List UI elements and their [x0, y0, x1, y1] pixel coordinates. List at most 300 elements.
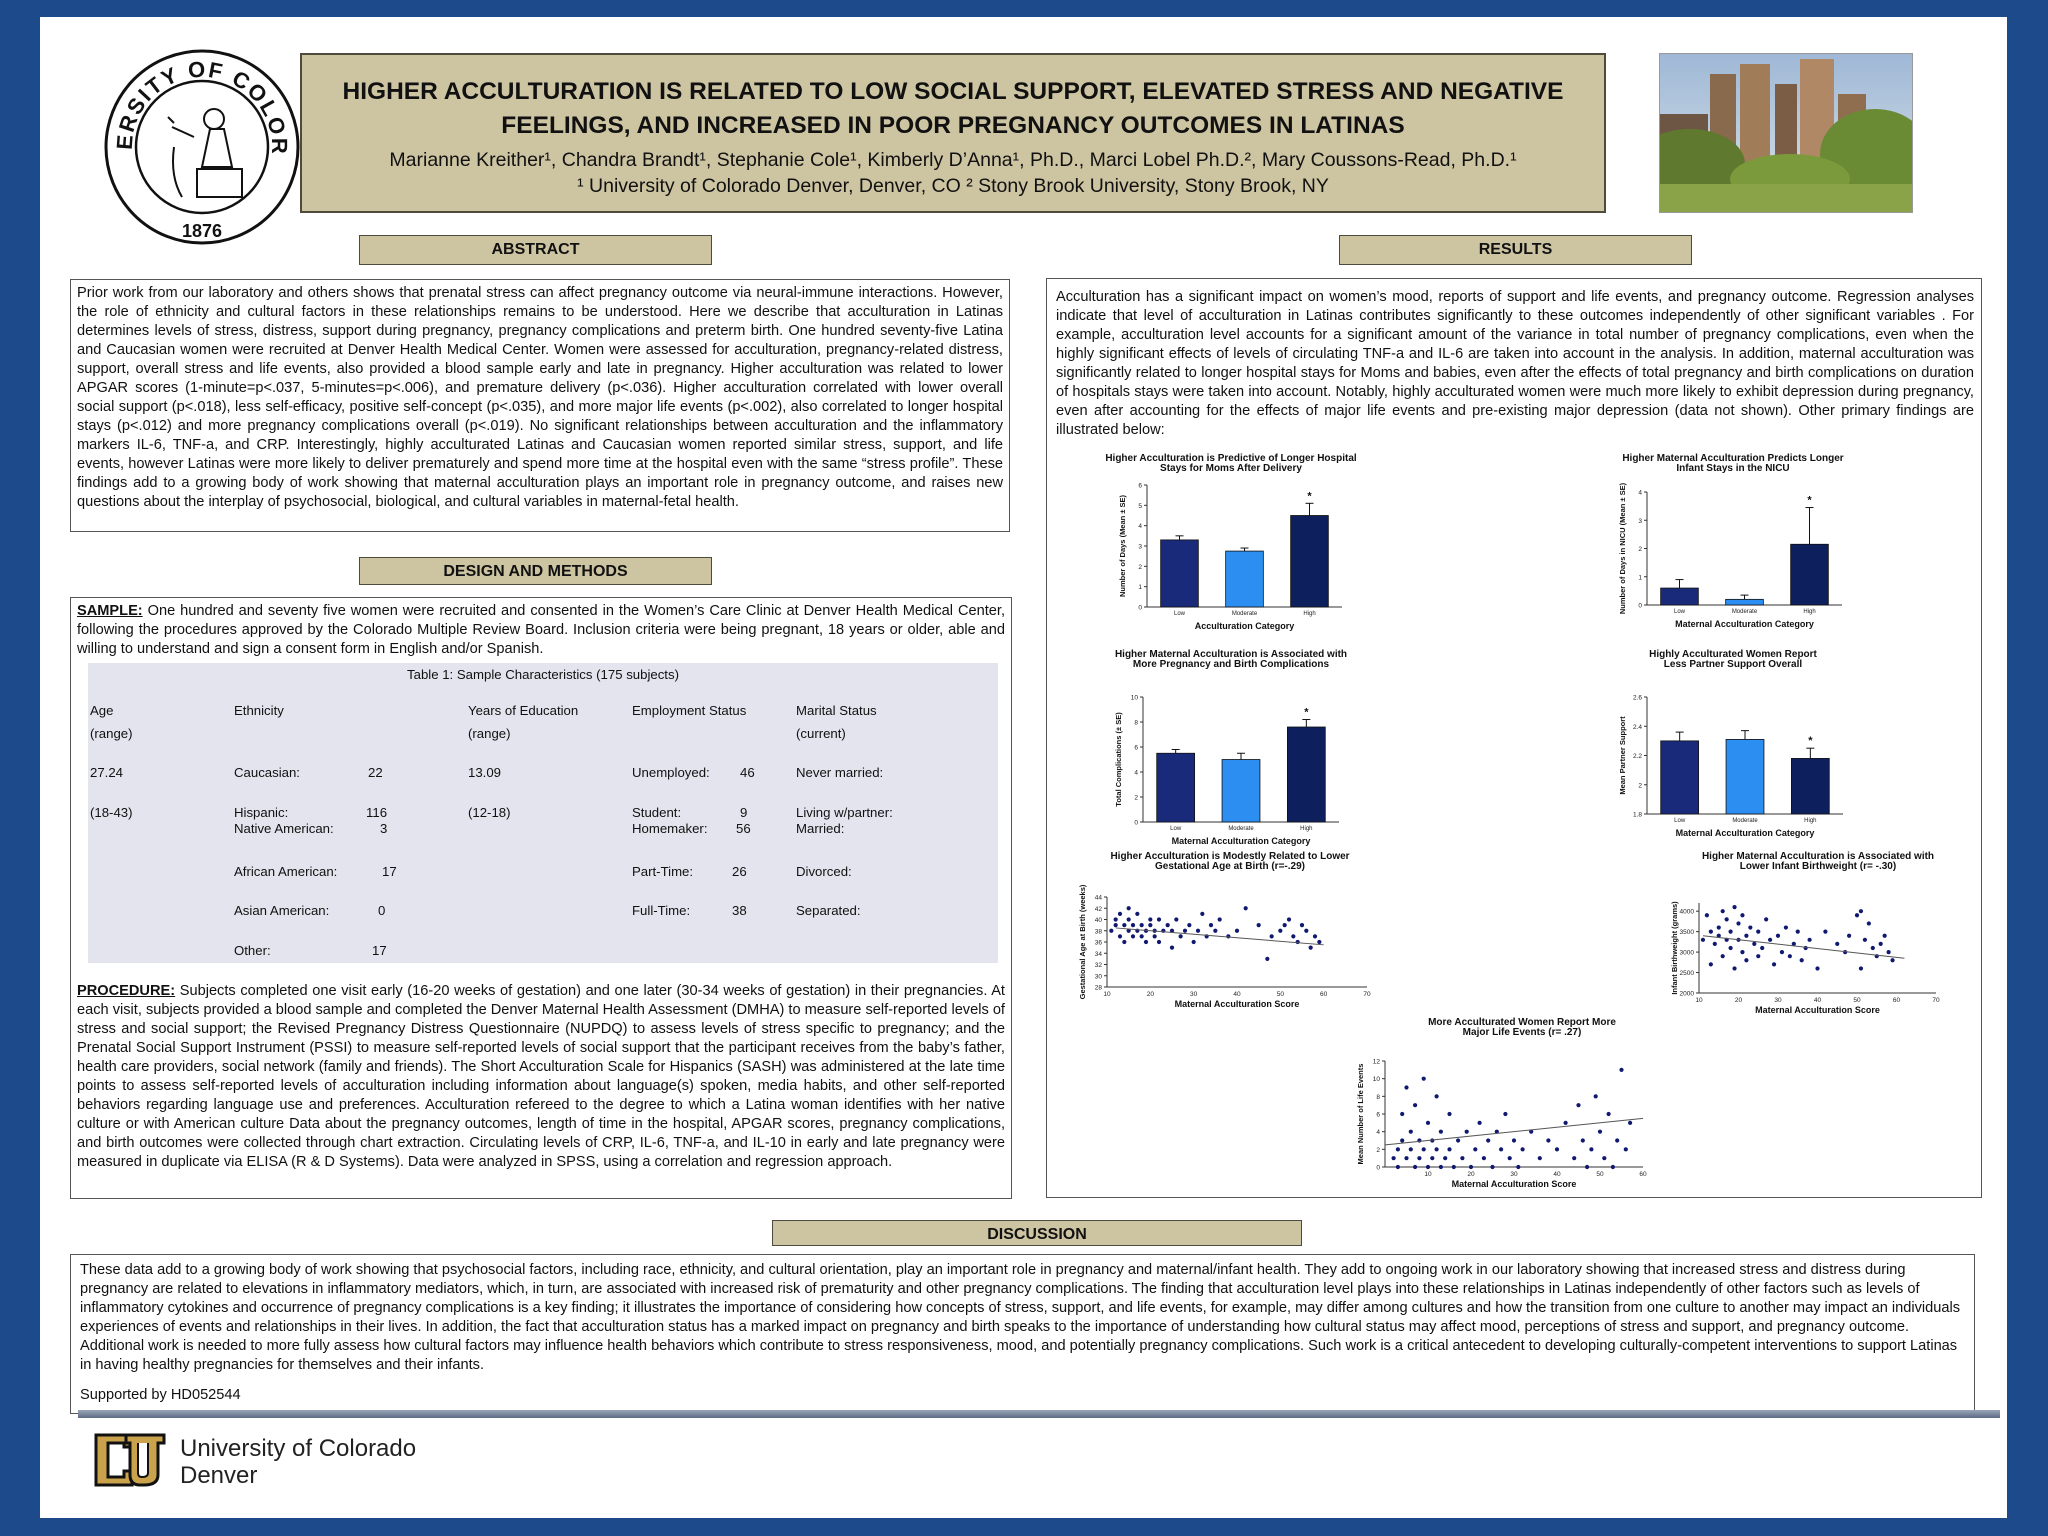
chart-bar — [1661, 588, 1699, 605]
chart-point — [1304, 929, 1308, 933]
chart-point — [1756, 954, 1760, 958]
chart-point — [1447, 1112, 1451, 1116]
chart-point — [1417, 1156, 1421, 1160]
chart-point — [1409, 1147, 1413, 1151]
table-emp-value: 26 — [732, 864, 747, 879]
table-caption: Table 1: Sample Characteristics (175 subjects) — [407, 667, 679, 682]
chart-point — [1309, 946, 1313, 950]
chart-bar — [1726, 739, 1764, 814]
chart-y-tick-label: 28 — [1094, 984, 1102, 992]
chart-y-tick-label: 2.2 — [1632, 753, 1642, 760]
chart-point — [1300, 923, 1304, 927]
chart-point — [1122, 940, 1126, 944]
chart-x-tick-label: 10 — [1695, 997, 1703, 1004]
chart-point — [1744, 934, 1748, 938]
chart-point — [1114, 917, 1118, 921]
chart-category-label: Moderate — [1228, 826, 1254, 832]
table-education-range-label: (range) — [468, 726, 511, 741]
chart-bar — [1291, 516, 1329, 608]
chart-point — [1435, 1094, 1439, 1098]
chart-significance-star: * — [1808, 735, 1813, 748]
chart-point — [1752, 942, 1756, 946]
chart-y-tick-label: 42 — [1094, 905, 1102, 913]
chart-y-tick-label: 2 — [1638, 546, 1642, 553]
seal-year: 1876 — [181, 221, 223, 241]
chart-y-tick-label: 4 — [1138, 523, 1142, 531]
chart-point — [1109, 929, 1113, 933]
chart-x-label: Maternal Acculturation Score — [1755, 1005, 1880, 1015]
table-emp-value: 38 — [732, 903, 747, 918]
table-marital-item: Separated: — [796, 903, 861, 918]
chart-title: Major Life Events (r= .27) — [1462, 1027, 1582, 1038]
results-heading: RESULTS — [1339, 235, 1692, 265]
chart-x-tick-label: 30 — [1510, 1171, 1518, 1178]
chart-point — [1729, 930, 1733, 934]
chart-x-tick-label: 70 — [1363, 991, 1371, 998]
poster-title — [322, 75, 1584, 143]
chart-x-label: Maternal Acculturation Score — [1451, 1179, 1577, 1189]
chart-y-tick-label: 2.4 — [1632, 723, 1642, 731]
chart-point — [1270, 934, 1274, 938]
chart-category-label: Low — [1673, 609, 1686, 615]
chart-point — [1808, 938, 1812, 942]
chart-point — [1709, 962, 1713, 966]
chart-category-label: High — [1803, 609, 1816, 615]
chart-y-label: Gestational Age at Birth (weeks) — [1078, 884, 1087, 1000]
chart-point — [1756, 930, 1760, 934]
chart-significance-star: * — [1807, 494, 1812, 507]
table-education-range: (12-18) — [468, 805, 511, 820]
chart-y-tick-label: 3 — [1138, 543, 1142, 551]
chart-y-tick-label: 10 — [1372, 1076, 1380, 1084]
table-eth-value: 22 — [368, 765, 383, 780]
chart-point — [1546, 1138, 1550, 1142]
chart-point — [1439, 1130, 1443, 1134]
chart-point — [1784, 925, 1788, 929]
chart-y-tick-label: 4 — [1134, 769, 1138, 777]
chart-point — [1235, 929, 1239, 933]
chart-point — [1209, 923, 1213, 927]
chart-point — [1490, 1165, 1494, 1169]
abstract-box — [70, 279, 1010, 532]
chart-point — [1144, 940, 1148, 944]
chart-point — [1499, 1147, 1503, 1151]
chart-x-label: Maternal Acculturation Category — [1171, 836, 1311, 846]
chart-bar — [1226, 551, 1264, 607]
table-eth-value: 3 — [380, 821, 388, 836]
chart-point — [1887, 950, 1891, 954]
chart-bar — [1791, 544, 1829, 605]
chart-point — [1392, 1156, 1396, 1160]
table-age-head: Age — [90, 703, 114, 718]
chart-point — [1555, 1147, 1559, 1151]
chart-point — [1183, 929, 1187, 933]
chart-y-tick-label: 36 — [1094, 939, 1102, 947]
table-age-range: (18-43) — [90, 805, 133, 820]
chart-y-tick-label: 3 — [1638, 517, 1642, 525]
footer-divider — [78, 1410, 2000, 1418]
chart-point — [1725, 917, 1729, 921]
chart-point — [1619, 1068, 1623, 1072]
chart-y-tick-label: 1 — [1138, 584, 1142, 592]
chart-point — [1317, 940, 1321, 944]
sample-table — [88, 663, 998, 963]
chart-title: Higher Acculturation is Predictive of Longer Hospital — [1105, 453, 1357, 464]
chart-point — [1170, 946, 1174, 950]
chart-point — [1740, 950, 1744, 954]
chart-x-tick-label: 50 — [1276, 991, 1284, 998]
chart-point — [1179, 934, 1183, 938]
chart-point — [1127, 917, 1131, 921]
chart-point — [1615, 1138, 1619, 1142]
chart-point — [1508, 1156, 1512, 1160]
table-emp-value: 56 — [736, 821, 751, 836]
chart-x-label: Maternal Acculturation Category — [1675, 619, 1814, 629]
chart-title: Gestational Age at Birth (r=-.29) — [1155, 861, 1305, 872]
sample-label: SAMPLE: — [77, 603, 143, 619]
chart-point — [1740, 913, 1744, 917]
chart-point — [1460, 1156, 1464, 1160]
cu-wordmark-line1: University of Colorado — [180, 1435, 417, 1462]
chart-point — [1422, 1077, 1426, 1081]
chart-y-label: Number of Days (Mean ± SE) — [1118, 494, 1127, 598]
chart-y-tick-label: 4 — [1376, 1129, 1380, 1137]
chart-y-tick-label: 44 — [1094, 894, 1102, 902]
chart-point — [1278, 929, 1282, 933]
discussion-box — [70, 1254, 1975, 1414]
results-box — [1046, 278, 1982, 1198]
chart-category-label: Moderate — [1731, 609, 1758, 615]
abstract-text: Prior work from our laboratory and others shows that prenatal stress can affect pregnancy outcome via neural-immune interactions. However, the role of ethnicity and cultural factors in these relationships remains to be understood. Here we describe that acculturation in Latinas determines levels of stress, distress, support during pregnancy, pregnancy complications and preterm birth. One hundred seventy-five Latina and Caucasian women were recruited at Denver Health Medical Center. Women were assessed for acculturation, pregnancy-related distress, support, overall stress and life events, also provided a blood sample early and late in pregnancy. Higher acculturation was related to lower APGAR scores (1-minute=p<.037, 5-minutes=p<.006), and premature delivery (p<.036). Higher acculturation correlated with lower overall social support (p<.018), less self-efficacy, positive self-concept (p<.035), and more major life events (p<.002), also correlated to longer hospital stays (p<.012) and more pregnancy complications overall (p<.019). No significant relationships between acculturation and the inflammatory markers IL-6, TNF-a, and CRP. Interestingly, highly acculturated Latinas and Caucasian women reported similar stress, support, and life events, however Latinas were more likely to deliver prematurely and spend more time at the hospital even with the same “stress profile”. These findings add to a growing body of work showing that maternal acculturation plays an important role in pregnancy outcome, and raises new questions about the interplay of psychosocial, biological, and cultural variables in maternal-fetal health. — [77, 285, 1003, 510]
chart-point — [1815, 966, 1819, 970]
table-emp-label: Homemaker: — [632, 821, 708, 836]
chart-significance-star: * — [1304, 706, 1309, 719]
chart-point — [1400, 1112, 1404, 1116]
chart-y-tick-label: 8 — [1376, 1093, 1380, 1101]
chart-point — [1200, 912, 1204, 916]
chart-point — [1744, 958, 1748, 962]
chart-title: More Pregnancy and Birth Complications — [1132, 659, 1330, 670]
chart-point — [1140, 923, 1144, 927]
chart-point — [1804, 946, 1808, 950]
chart-title: Higher Maternal Acculturation Predicts Longer — [1622, 453, 1844, 464]
procedure-paragraph — [77, 982, 1005, 1172]
chart-point — [1196, 929, 1200, 933]
chart-point — [1443, 1156, 1447, 1160]
chart-point — [1148, 923, 1152, 927]
chart-bar — [1222, 760, 1260, 823]
chart-point — [1879, 942, 1883, 946]
chart-title: More Acculturated Women Report More — [1428, 1017, 1616, 1028]
chart-point — [1118, 934, 1122, 938]
chart-point — [1855, 913, 1859, 917]
chart-point — [1863, 938, 1867, 942]
chart-point — [1114, 923, 1118, 927]
chart-x-tick-label: 30 — [1190, 991, 1198, 998]
chart-point — [1426, 1165, 1430, 1169]
chart-y-label: Mean Partner Support — [1618, 716, 1627, 795]
chart-point — [1772, 962, 1776, 966]
table-eth-value: 17 — [382, 864, 397, 879]
chart-point — [1883, 934, 1887, 938]
cu-wordmark — [180, 1435, 416, 1489]
chart-point — [1283, 923, 1287, 927]
chart-title: Infant Stays in the NICU — [1676, 463, 1790, 474]
chart-x-tick-label: 60 — [1320, 991, 1328, 998]
chart-point — [1396, 1147, 1400, 1151]
table-marital-item: Divorced: — [796, 864, 852, 879]
chart-x-tick-label: 50 — [1853, 997, 1861, 1004]
chart-point — [1760, 946, 1764, 950]
support-text: Supported by HD052544 — [80, 1387, 241, 1403]
cu-wordmark-line2: Denver — [180, 1462, 258, 1489]
chart-point — [1127, 906, 1131, 910]
chart-y-tick-label: 2 — [1134, 794, 1138, 802]
chart-point — [1871, 946, 1875, 950]
table-education-head: Years of Education — [468, 703, 579, 718]
table-marital-item: Married: — [796, 821, 845, 836]
chart-bar — [1726, 599, 1764, 605]
chart-point — [1439, 1165, 1443, 1169]
chart-y-tick-label: 0 — [1138, 604, 1142, 612]
chart-x-tick-label: 30 — [1774, 997, 1782, 1004]
chart-point — [1867, 921, 1871, 925]
chart-bar — [1661, 741, 1699, 814]
title-line-1: HIGHER ACCULTURATION IS RELATED TO LOW SOCIAL SUPPORT, ELEVATED STRESS AND NEGATIVE — [342, 78, 1564, 105]
chart-point — [1187, 923, 1191, 927]
chart-point — [1192, 940, 1196, 944]
chart-point — [1313, 934, 1317, 938]
chart-point — [1118, 912, 1122, 916]
chart-x-tick-label: 10 — [1103, 991, 1111, 998]
cu-logo-icon — [92, 1431, 168, 1489]
chart-y-tick-label: 2.6 — [1632, 694, 1642, 702]
chart-point — [1764, 917, 1768, 921]
chart-y-tick-label: 38 — [1094, 928, 1102, 936]
table-eth-label: Native American: — [234, 821, 334, 836]
chart-point — [1890, 958, 1894, 962]
chart-point — [1452, 1165, 1456, 1169]
chart-point — [1709, 930, 1713, 934]
chart-point — [1512, 1138, 1516, 1142]
chart-x-tick-label: 50 — [1596, 1171, 1604, 1178]
chart-title: Less Partner Support Overall — [1663, 659, 1803, 670]
poster-header — [300, 53, 1606, 213]
chart-y-tick-label: 2500 — [1679, 970, 1694, 978]
design-heading: DESIGN AND METHODS — [359, 557, 712, 585]
table-emp-label: Part-Time: — [632, 864, 694, 879]
chart-point — [1729, 946, 1733, 950]
chart-point — [1823, 930, 1827, 934]
chart-x-label: Acculturation Category — [1194, 621, 1295, 631]
chart-y-tick-label: 8 — [1134, 719, 1138, 727]
authors: Marianne Kreither¹, Chandra Brandt¹, Stephanie Cole¹, Kimberly D’Anna¹, Ph.D., Marci Lobel Ph.D.², Mary Coussons-Read, Ph.D.¹ — [389, 149, 1517, 171]
seal-text: ERSITY OF COLOR — [111, 56, 293, 156]
chart-point — [1148, 917, 1152, 921]
chart-category-label: High — [1804, 818, 1817, 824]
chart-y-tick-label: 5 — [1138, 502, 1142, 510]
chart-y-tick-label: 3000 — [1679, 949, 1694, 957]
table-eth-label: Asian American: — [234, 903, 330, 918]
chart-category-label: Low — [1674, 818, 1686, 824]
chart-category-label: Low — [1170, 826, 1182, 832]
chart-point — [1732, 966, 1736, 970]
chart-y-tick-label: 0 — [1638, 602, 1642, 610]
chart-category-label: Moderate — [1732, 818, 1758, 824]
chart-y-tick-label: 2 — [1376, 1146, 1380, 1154]
title-line-2: FEELINGS, AND INCREASED IN POOR PREGNANCY OUTCOMES IN LATINAS — [501, 112, 1405, 139]
chart-y-tick-label: 34 — [1094, 950, 1102, 958]
chart-title: Highly Acculturated Women Report — [1649, 649, 1817, 660]
chart-y-label: Infant Birthweight (grams) — [1670, 901, 1679, 995]
chart-x-tick-label: 60 — [1892, 997, 1901, 1004]
chart-y-label: Mean Number of Life Events — [1356, 1063, 1365, 1165]
chart-title: Higher Maternal Acculturation is Associated with — [1114, 649, 1348, 660]
chart-title: Lower Infant Birthweight (r= -.30) — [1739, 861, 1897, 872]
table-emp-label: Full-Time: — [632, 903, 691, 918]
chart-point — [1721, 954, 1725, 958]
chart-point — [1602, 1156, 1606, 1160]
chart-x-tick-label: 10 — [1424, 1171, 1432, 1178]
table-eth-label: Other: — [234, 943, 271, 958]
chart-point — [1478, 1121, 1482, 1125]
chart-y-tick-label: 0 — [1134, 819, 1138, 827]
chart-point — [1409, 1130, 1413, 1134]
chart-point — [1576, 1103, 1580, 1107]
chart-x-tick-label: 40 — [1233, 991, 1241, 998]
chart-point — [1153, 934, 1157, 938]
chart-y-tick-label: 4 — [1638, 489, 1642, 497]
chart-y-tick-label: 3500 — [1679, 929, 1694, 937]
sample-text: One hundred and seventy five women were recruited and consented in the Women’s Care Clinic at Denver Health Medical Center, following the procedures approved by the Colorado Multiple Review Board. Inclusion criteria were being pregnant, 18 years or older, able and willing to understand and sign a consent form in English and/or Spanish. — [77, 603, 1005, 657]
chart-point — [1594, 1094, 1598, 1098]
chart-point — [1157, 940, 1161, 944]
table-marital-sub: (current) — [796, 726, 846, 741]
chart-point — [1426, 1121, 1430, 1125]
chart-point — [1469, 1165, 1473, 1169]
chart-point — [1140, 934, 1144, 938]
chart-point — [1257, 923, 1261, 927]
chart-point — [1713, 942, 1717, 946]
chart-point — [1396, 1165, 1400, 1169]
chart-point — [1521, 1147, 1525, 1151]
chart-point — [1607, 1112, 1611, 1116]
chart-point — [1218, 917, 1222, 921]
chart-y-tick-label: 12 — [1372, 1058, 1380, 1066]
chart-y-tick-label: 40 — [1094, 917, 1102, 924]
campus-photo — [1659, 53, 1913, 213]
chart-point — [1705, 913, 1709, 917]
discussion-text: These data add to a growing body of work showing that psychosocial factors, including race, ethnicity, and cultural orientation, play an important role in pregnancy and maternal/infant health. They add to ongoing work in our laboratory showing that increased stress and distress during pregnancy are related to elevations in inflammatory mediators, which, in turn, are associated with increased risk of prematurity and other pregnancy complications. The finding that acculturation level plays into these relationships in Latinas independently of other factors such as levels of inflammatory cytokines and occurrence of pregnancy complications is a key finding; it illustrates the importance of considering how concepts of stress, support, and life events, for example, may differ among cultures and how the transition from one culture to another may impact an individuals experiences of events and relationships in their lives. In addition, the fact that acculturation status has a marked impact on pregnancy and birth speaks to the importance of understanding how cultural status may affect mood, perceptions of stress and support, and pregnancy outcome. Additional work is needed to more fully assess how cultural factors may influence health behaviors which contribute to stress responsiveness, mood, and potentially pregnancy complications. Such work is a critical antecedent to developing culturally-competent interventions to support Latinas in having healthy pregnancies for themselves and their infants. — [80, 1262, 1961, 1373]
chart-point — [1447, 1147, 1451, 1151]
chart-point — [1226, 934, 1230, 938]
chart-point — [1572, 1156, 1576, 1160]
table-emp-value: 9 — [740, 805, 748, 820]
chart-point — [1482, 1156, 1486, 1160]
chart-point — [1503, 1112, 1507, 1116]
chart-y-tick-label: 2 — [1138, 563, 1142, 571]
chart-x-label: Maternal Acculturation Score — [1174, 999, 1300, 1009]
chart-point — [1796, 930, 1800, 934]
chart-y-tick-label: 6 — [1134, 744, 1138, 752]
university-seal — [102, 47, 302, 247]
chart-y-label: Number of Days in NICU (Mean ± SE) — [1618, 482, 1627, 615]
chart-title: Higher Acculturation is Modestly Related to Lower — [1110, 851, 1350, 862]
chart-point — [1585, 1165, 1589, 1169]
chart-point — [1131, 923, 1135, 927]
chart-point — [1435, 1147, 1439, 1151]
chart-x-tick-label: 40 — [1813, 997, 1822, 1004]
chart-title: Stays for Moms After Delivery — [1160, 463, 1302, 474]
chart-point — [1564, 1121, 1568, 1125]
chart-point — [1413, 1165, 1417, 1169]
discussion-heading: DISCUSSION — [772, 1220, 1302, 1246]
chart-point — [1859, 966, 1863, 970]
chart-point — [1287, 917, 1291, 921]
chart-bar — [1287, 727, 1325, 822]
table-employment-head: Employment Status — [632, 703, 747, 718]
chart-point — [1589, 1147, 1593, 1151]
chart-point — [1701, 938, 1705, 942]
chart-x-tick-label: 70 — [1932, 997, 1940, 1004]
chart-y-tick-label: 1 — [1638, 574, 1642, 582]
table-eth-value: 0 — [378, 903, 386, 918]
chart-category-label: High — [1303, 611, 1316, 617]
table-age-range-label: (range) — [90, 726, 133, 741]
chart-y-tick-label: 6 — [1376, 1111, 1380, 1119]
abstract-heading: ABSTRACT — [359, 235, 712, 265]
chart-y-tick-label: 0 — [1376, 1164, 1380, 1172]
chart-x-tick-label: 20 — [1467, 1171, 1475, 1178]
chart-point — [1788, 954, 1792, 958]
chart-y-tick-label: 32 — [1094, 962, 1102, 969]
chart-point — [1166, 923, 1170, 927]
table-ethnicity-head: Ethnicity — [234, 703, 284, 718]
chart-point — [1265, 957, 1269, 961]
chart-point — [1291, 934, 1295, 938]
chart-y-tick-label: 2 — [1638, 782, 1642, 790]
chart-bar — [1157, 753, 1195, 822]
chart-title: Higher Maternal Acculturation is Associated with — [1701, 851, 1935, 862]
chart-y-tick-label: 10 — [1130, 694, 1138, 702]
chart-point — [1413, 1103, 1417, 1107]
poster — [40, 17, 2007, 1518]
table-marital-item: Never married: — [796, 765, 884, 780]
chart-point — [1486, 1138, 1490, 1142]
chart-point — [1776, 934, 1780, 938]
chart-point — [1404, 1085, 1408, 1089]
chart-point — [1516, 1165, 1520, 1169]
chart-point — [1174, 917, 1178, 921]
chart-point — [1859, 909, 1863, 913]
chart-point — [1581, 1138, 1585, 1142]
table-age-mean: 27.24 — [90, 765, 124, 780]
chart-point — [1721, 909, 1725, 913]
chart-point — [1628, 1121, 1632, 1125]
chart-x-tick-label: 20 — [1146, 991, 1154, 998]
table-marital-head: Marital Status — [796, 703, 877, 718]
sample-paragraph — [77, 602, 1005, 659]
chart-point — [1131, 934, 1135, 938]
chart-point — [1611, 1165, 1615, 1169]
chart-category-label: High — [1300, 826, 1313, 832]
chart-point — [1847, 934, 1851, 938]
chart-x-tick-label: 60 — [1639, 1171, 1647, 1178]
table-emp-value: 46 — [740, 765, 755, 780]
chart-point — [1748, 925, 1752, 929]
table-education-mean: 13.09 — [468, 765, 502, 780]
chart-point — [1538, 1156, 1542, 1160]
